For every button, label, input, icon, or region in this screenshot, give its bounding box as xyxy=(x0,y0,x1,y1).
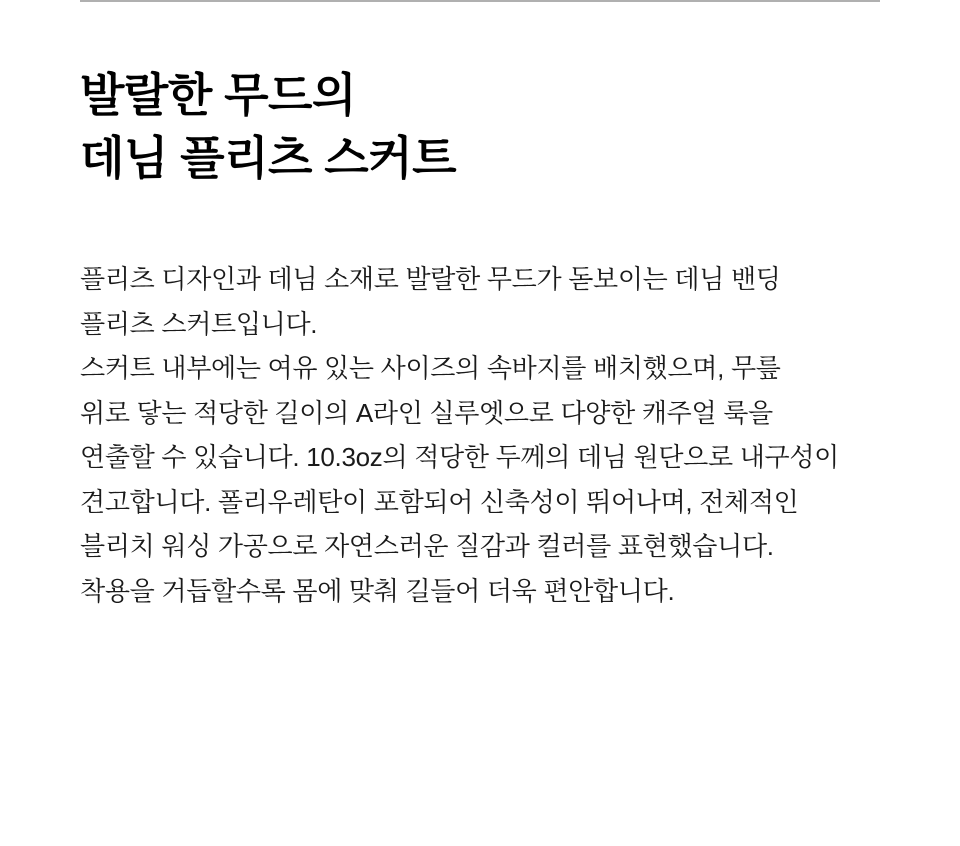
top-divider xyxy=(80,0,880,2)
description-line-1: 플리츠 디자인과 데님 소재로 발랄한 무드가 돋보이는 데님 밴딩 xyxy=(80,264,781,294)
product-title xyxy=(80,64,900,190)
product-description xyxy=(80,257,900,613)
description-line-4: 위로 닿는 적당한 길이의 A라인 실루엣으로 다양한 캐주얼 룩을 xyxy=(80,397,773,428)
product-title-line-2: 데님 플리츠 스커트 xyxy=(80,132,457,184)
description-line-8: 착용을 거듭할수록 몸에 맞춰 길들어 더욱 편안합니다. xyxy=(80,575,675,606)
description-line-6: 견고합니다. 폴리우레탄이 포함되어 신축성이 뛰어나며, 전체적인 xyxy=(80,486,799,517)
description-line-7: 블리치 워싱 가공으로 자연스러운 질감과 컬러를 표현했습니다. xyxy=(80,531,774,561)
description-line-5: 연출할 수 있습니다. 10.3oz의 적당한 두께의 데님 원단으로 내구성이 xyxy=(80,442,839,472)
description-line-2: 플리츠 스커트입니다. xyxy=(80,308,318,339)
product-title-line-1: 발랄한 무드의 xyxy=(80,69,356,121)
description-line-3: 스커트 내부에는 여유 있는 사이즈의 속바지를 배치했으며, 무릎 xyxy=(80,353,781,383)
